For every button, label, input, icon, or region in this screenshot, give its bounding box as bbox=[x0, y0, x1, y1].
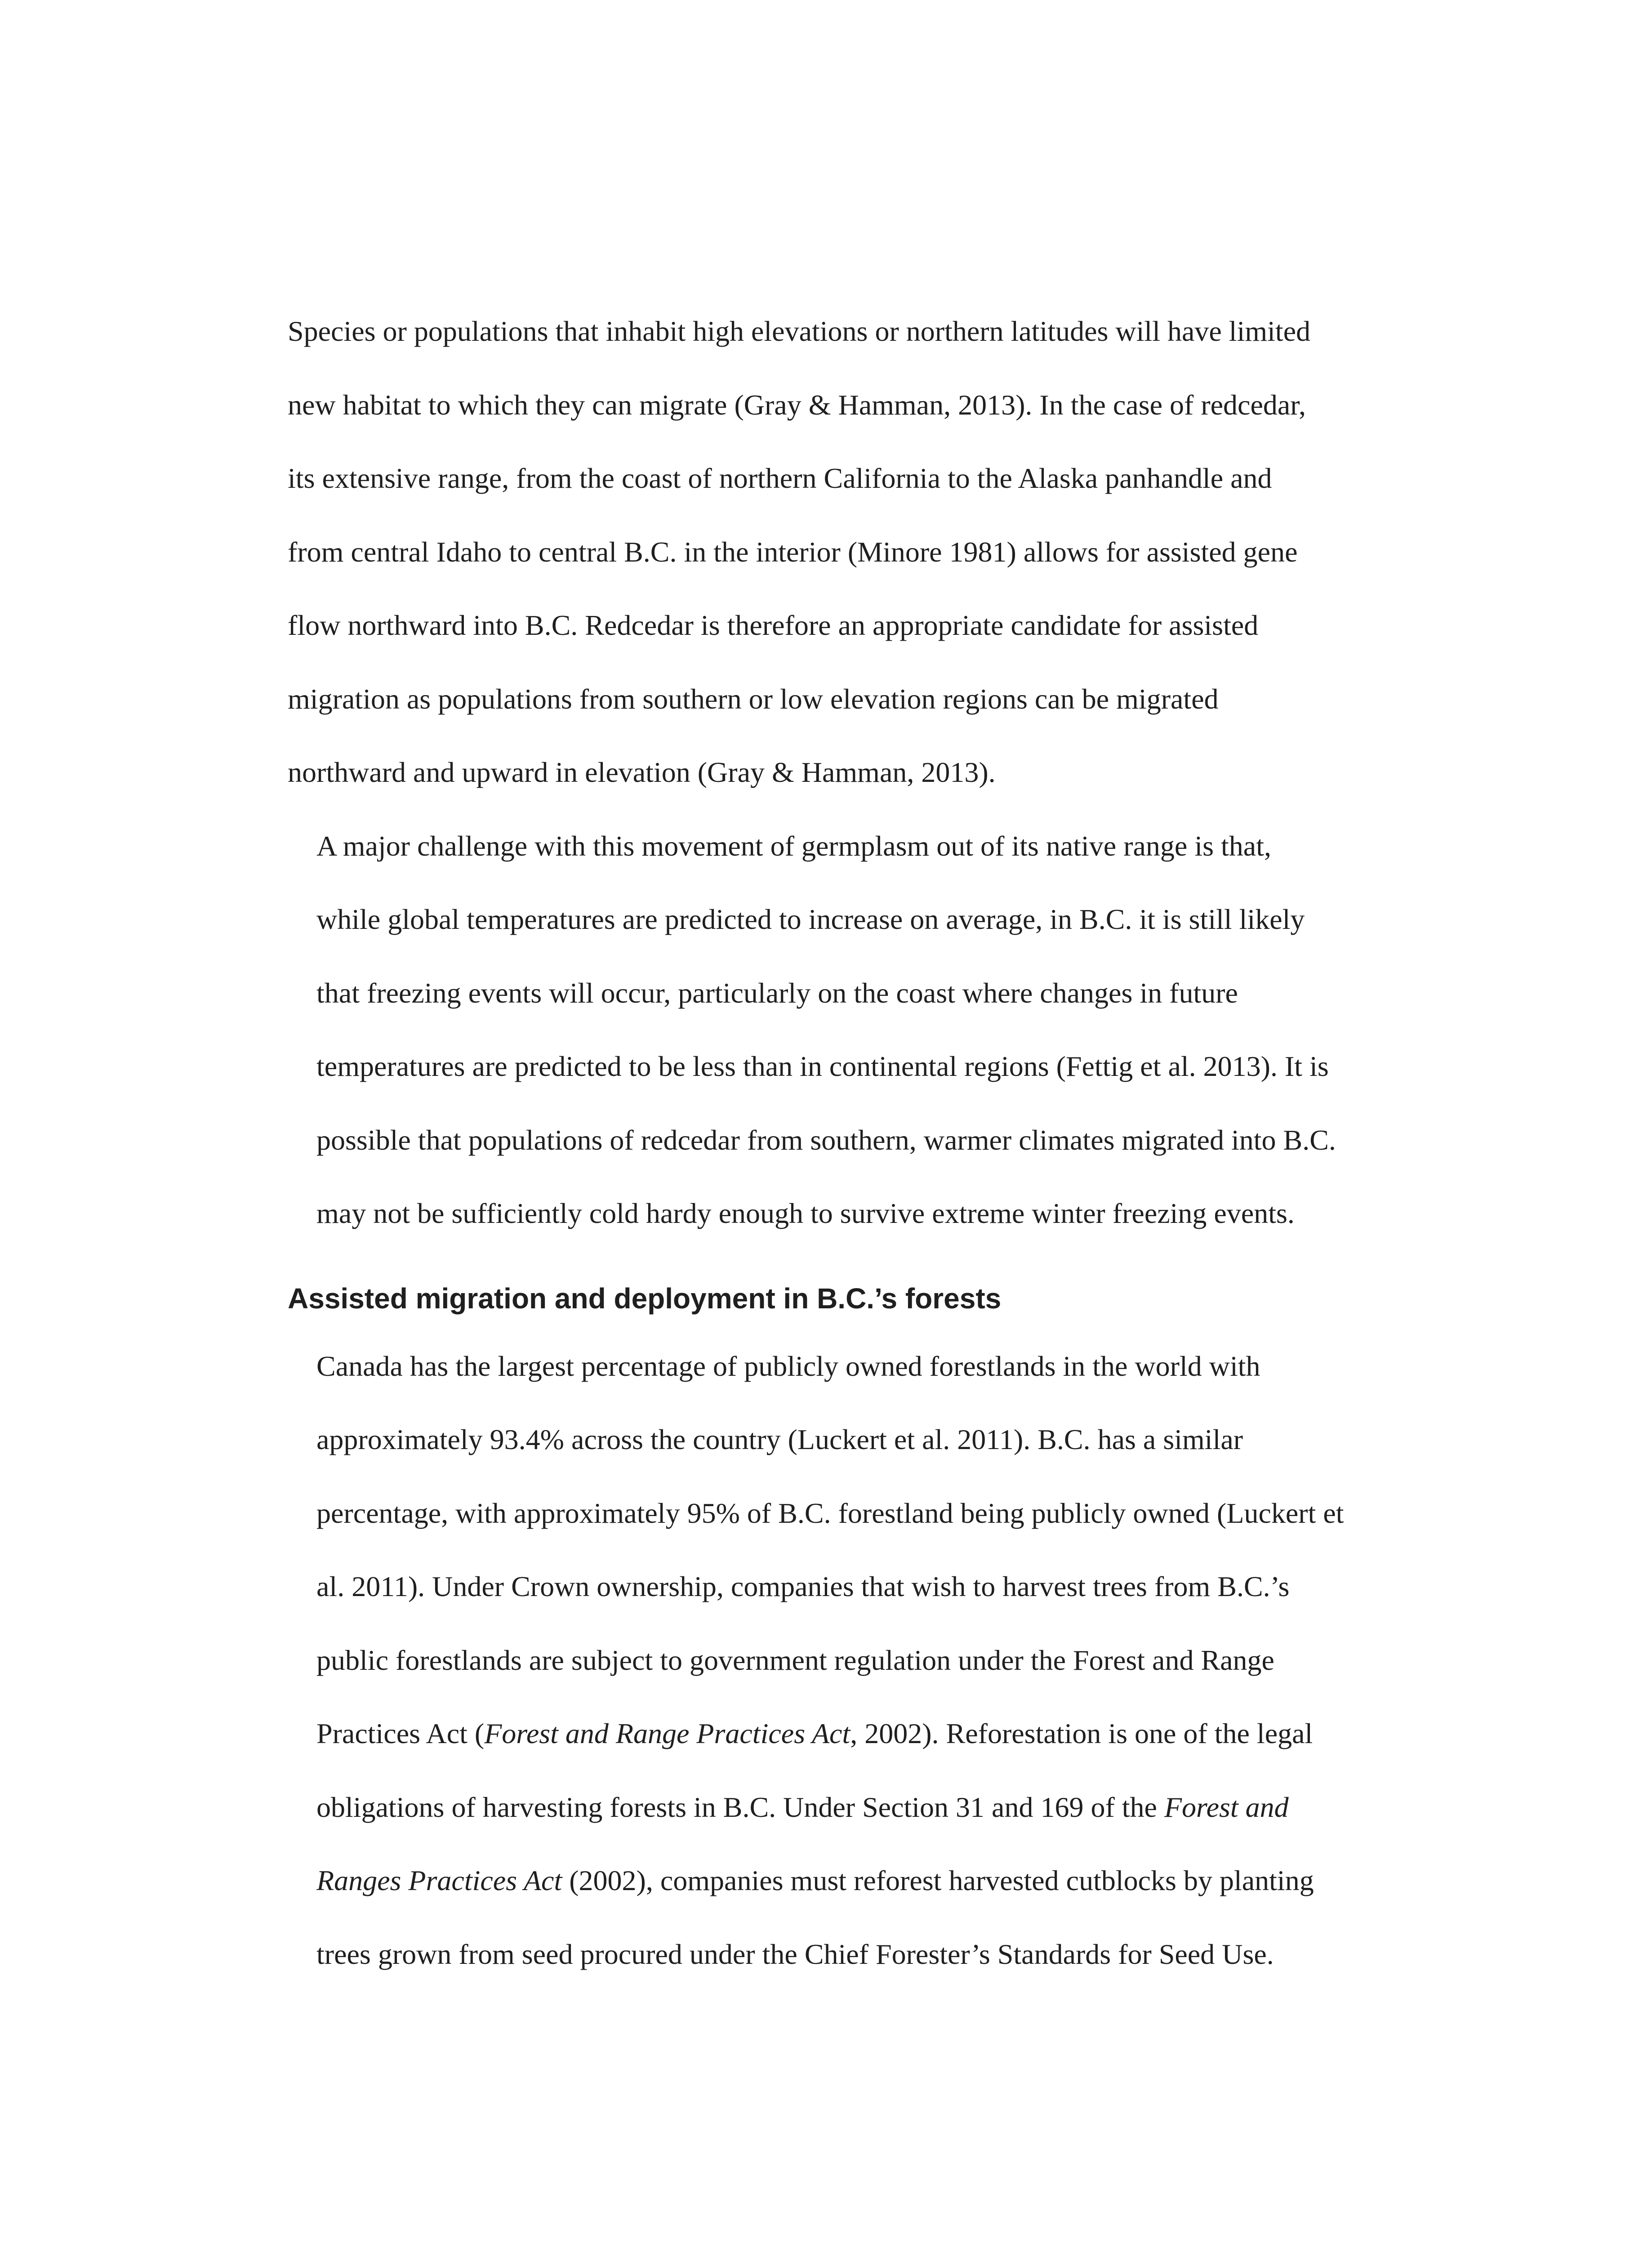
text-line: trees grown from seed procured under the Chief Forester’s Standards for Seed Use. bbox=[316, 1938, 1274, 1970]
text-segment: (2002), companies must reforest harvested cutblocks by planting bbox=[562, 1864, 1314, 1896]
text-segment: , 2002). Reforestation is one of the legal bbox=[850, 1717, 1313, 1749]
paragraph-public-forestlands bbox=[288, 1329, 1438, 1991]
text-line: northward and upward in elevation (Gray & Hamman, 2013). bbox=[288, 756, 996, 788]
text-line bbox=[288, 1771, 1438, 1844]
italic-act-title: Forest and bbox=[1164, 1791, 1289, 1823]
text-line: while global temperatures are predicted to increase on average, in B.C. it is still likely bbox=[316, 903, 1305, 935]
text-line: from central Idaho to central B.C. in the interior (Minore 1981) allows for assisted gene bbox=[288, 535, 1298, 568]
text-line: al. 2011). Under Crown ownership, companies that wish to harvest trees from B.C.’s bbox=[316, 1570, 1290, 1602]
text-line bbox=[288, 1844, 1438, 1918]
text-line: Species or populations that inhabit high elevations or northern latitudes will have limited bbox=[288, 315, 1311, 347]
italic-act-title: Forest and Range Practices Act bbox=[484, 1717, 850, 1749]
text-segment: obligations of harvesting forests in B.C. Under Section 31 and 169 of the bbox=[316, 1791, 1164, 1823]
text-line: migration as populations from southern or low elevation regions can be migrated bbox=[288, 682, 1219, 715]
paragraph-freezing-challenge bbox=[288, 809, 1438, 1250]
text-line: that freezing events will occur, particularly on the coast where changes in future bbox=[316, 977, 1238, 1009]
text-line: flow northward into B.C. Redcedar is therefore an appropriate candidate for assisted bbox=[288, 609, 1259, 641]
text-line: percentage, with approximately 95% of B.C. forestland being publicly owned (Luckert et bbox=[316, 1497, 1344, 1529]
text-line: possible that populations of redcedar from southern, warmer climates migrated into B.C. bbox=[316, 1124, 1336, 1156]
body-text bbox=[288, 294, 1438, 1991]
text-line bbox=[288, 1697, 1438, 1771]
paragraph-migration-habitat bbox=[288, 294, 1438, 809]
text-line: temperatures are predicted to be less than in continental regions (Fettig et al. 2013). It is bbox=[316, 1050, 1329, 1082]
text-segment: Practices Act ( bbox=[316, 1717, 485, 1749]
section-heading: Assisted migration and deployment in B.C.’s forests bbox=[288, 1282, 1002, 1315]
text-line: approximately 93.4% across the country (Luckert et al. 2011). B.C. has a similar bbox=[316, 1423, 1243, 1455]
text-line: A major challenge with this movement of germplasm out of its native range is that, bbox=[316, 830, 1271, 862]
text-line: may not be sufficiently cold hardy enough to survive extreme winter freezing events. bbox=[316, 1197, 1295, 1229]
text-line: its extensive range, from the coast of northern California to the Alaska panhandle and bbox=[288, 462, 1272, 494]
text-line: new habitat to which they can migrate (Gray & Hamman, 2013). In the case of redcedar, bbox=[288, 388, 1306, 421]
text-line: public forestlands are subject to government regulation under the Forest and Range bbox=[316, 1644, 1274, 1676]
italic-act-title: Ranges Practices Act bbox=[316, 1864, 562, 1896]
text-line: Canada has the largest percentage of publicly owned forestlands in the world with bbox=[316, 1350, 1260, 1382]
